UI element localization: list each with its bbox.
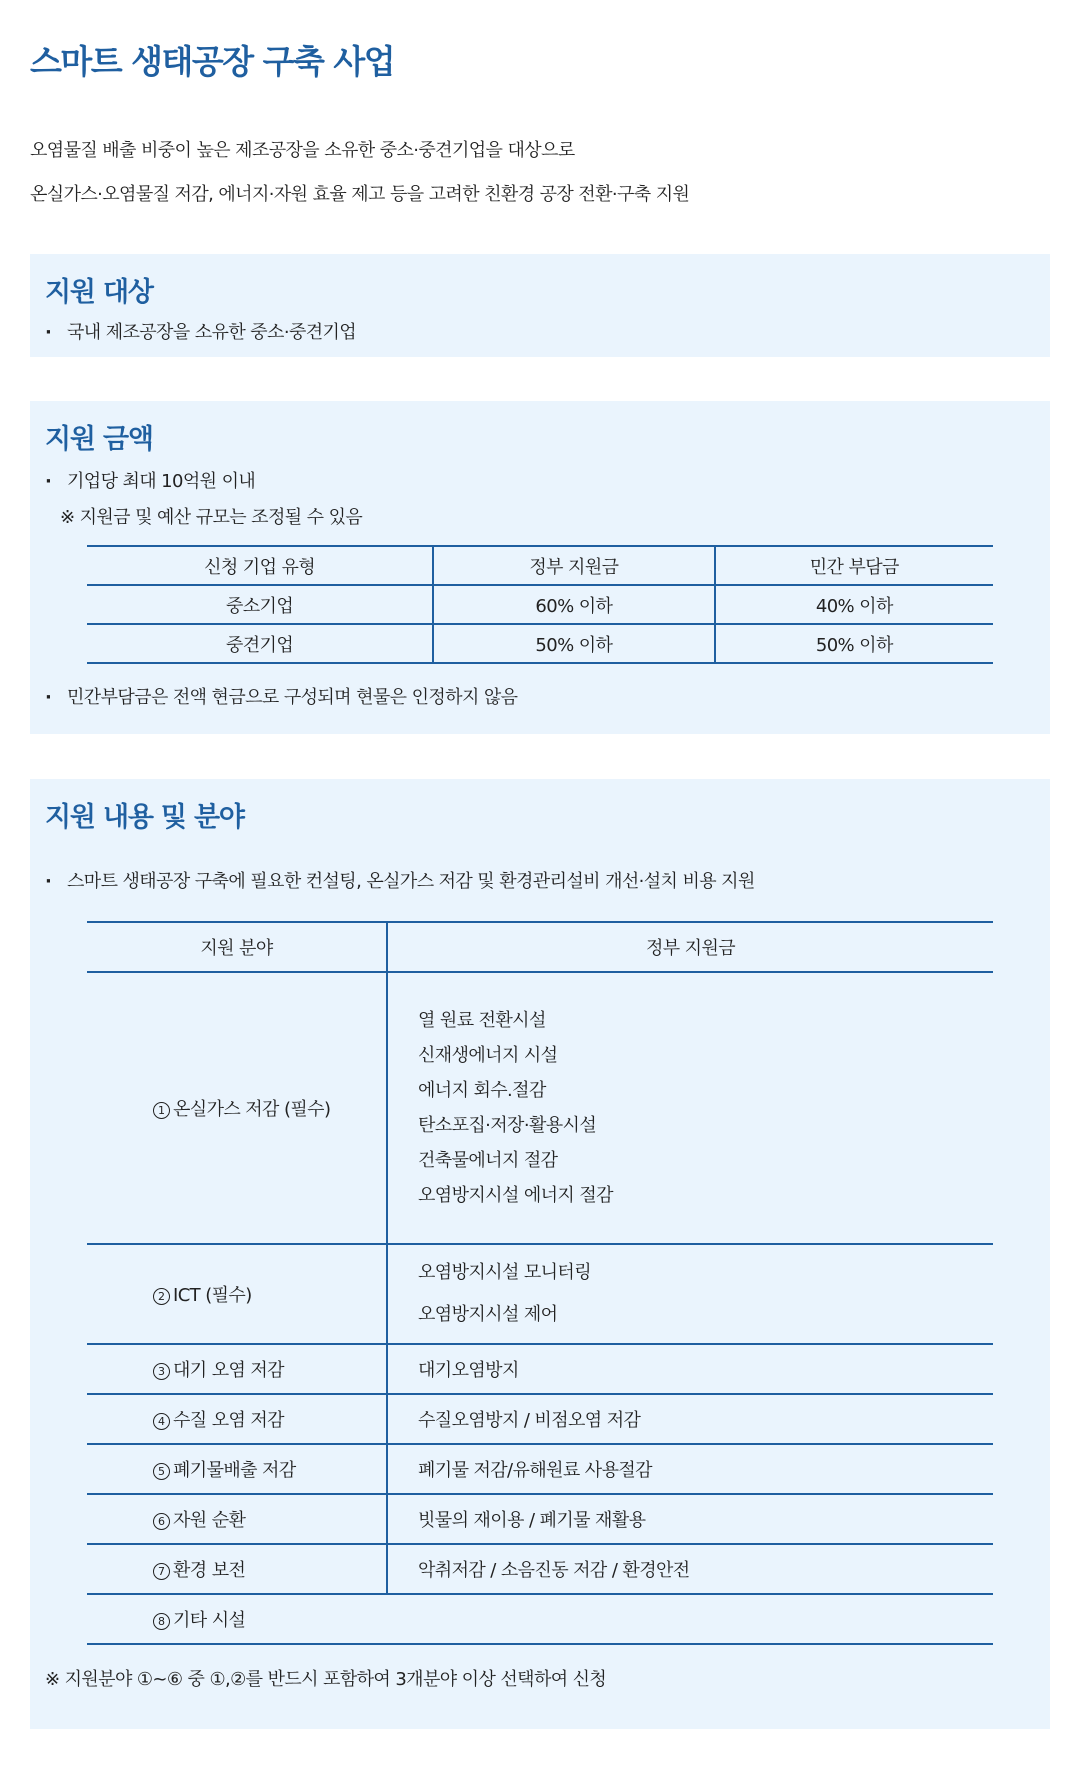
- number-badge: 7: [153, 1563, 170, 1580]
- number-badge: 2: [153, 1288, 170, 1305]
- list-item: 건축물에너지 절감: [418, 1150, 558, 1171]
- list-item: 오염방지시설 제어: [418, 1304, 558, 1325]
- list-item: 오염방지시설 에너지 절감: [418, 1185, 613, 1206]
- target-heading: 지원 대상: [45, 277, 153, 308]
- number-badge: 1: [153, 1102, 170, 1119]
- field-cell: [87, 1494, 387, 1544]
- table-header: 정부 지원금: [387, 922, 993, 972]
- content-note: ※ 지원분야 ①~⑥ 중 ①,②를 반드시 포함하여 3개분야 이상 선택하여 신청: [45, 1669, 607, 1690]
- table-row: [87, 1394, 993, 1444]
- field-cell: [87, 1594, 387, 1644]
- field-name: 기타 시설: [173, 1610, 246, 1631]
- amount-bullet: [45, 467, 255, 493]
- amount-table: [87, 545, 993, 664]
- table-row: [87, 1344, 993, 1394]
- list-item: 신재생에너지 시설: [418, 1045, 558, 1066]
- items-cell: 빗물의 재이용 / 폐기물 재활용: [387, 1494, 993, 1544]
- field-name: 폐기물배출 저감: [173, 1460, 296, 1481]
- items-cell: 악취저감 / 소음진동 저감 / 환경안전: [387, 1544, 993, 1594]
- field-cell: [87, 972, 387, 1244]
- field-name: 자원 순환: [173, 1510, 246, 1531]
- table-row: [87, 1594, 993, 1644]
- list-item: 에너지 회수.절감: [418, 1080, 546, 1101]
- number-badge: 6: [153, 1513, 170, 1530]
- field-name: 대기 오염 저감: [173, 1360, 284, 1381]
- target-bullet-text: 국내 제조공장을 소유한 중소·중견기업: [67, 322, 357, 343]
- table-cell: 50% 이하: [433, 624, 714, 663]
- list-item: 탄소포집·저장·활용시설: [418, 1115, 597, 1136]
- table-header-row: [87, 546, 993, 585]
- field-cell: [87, 1394, 387, 1444]
- table-cell: 중견기업: [87, 624, 433, 663]
- table-row: [87, 1444, 993, 1494]
- target-section: [30, 254, 1050, 357]
- table-row: [87, 972, 993, 1244]
- bullet-dot: ·: [45, 871, 52, 892]
- table-header: 지원 분야: [87, 922, 387, 972]
- items-cell: 대기오염방지: [387, 1344, 993, 1394]
- table-header: 신청 기업 유형: [87, 546, 433, 585]
- field-table: [87, 921, 993, 1645]
- amount-bullet-text: 기업당 최대 10억원 이내: [67, 471, 256, 492]
- items-cell: 수질오염방지 / 비점오염 저감: [387, 1394, 993, 1444]
- table-row: [87, 624, 993, 663]
- number-badge: 5: [153, 1463, 170, 1480]
- list-item: 오염방지시설 모니터링: [418, 1262, 592, 1283]
- table-header: 정부 지원금: [433, 546, 714, 585]
- content-heading: 지원 내용 및 분야: [45, 802, 244, 833]
- table-row: [87, 1494, 993, 1544]
- list-item: 열 원료 전환시설: [418, 1010, 546, 1031]
- number-badge: 8: [153, 1613, 170, 1630]
- intro-line-1: 오염물질 배출 비중이 높은 제조공장을 소유한 중소·중견기업을 대상으로: [30, 140, 575, 161]
- items-cell: [387, 1244, 993, 1344]
- amount-bullet-2: [45, 683, 517, 709]
- table-header: 민간 부담금: [715, 546, 993, 585]
- bullet-dot: ·: [45, 322, 52, 343]
- field-name: 수질 오염 저감: [173, 1410, 284, 1431]
- table-cell: 60% 이하: [433, 585, 714, 624]
- content-bullet-text: 스마트 생태공장 구축에 필요한 컨설팅, 온실가스 저감 및 환경관리설비 개선·설치 비용 지원: [67, 871, 755, 892]
- table-cell: 50% 이하: [815, 634, 893, 656]
- field-cell: [87, 1444, 387, 1494]
- items-cell: [387, 1594, 993, 1644]
- table-row: [87, 585, 993, 624]
- bullet-dot: ·: [45, 687, 52, 708]
- page-title: 스마트 생태공장 구축 사업: [30, 42, 395, 81]
- items-cell: 폐기물 저감/유해원료 사용절감: [387, 1444, 993, 1494]
- target-bullet: [45, 318, 356, 344]
- table-cell: 중소기업: [87, 585, 433, 624]
- bullet-dot: ·: [45, 471, 52, 492]
- amount-heading: 지원 금액: [45, 424, 153, 455]
- amount-note: ※ 지원금 및 예산 규모는 조정될 수 있음: [60, 507, 363, 528]
- field-name: 온실가스 저감 (필수): [173, 1099, 331, 1120]
- field-cell: [87, 1344, 387, 1394]
- items-cell: [387, 972, 993, 1244]
- field-name: 환경 보전: [173, 1560, 246, 1581]
- field-name: ICT (필수): [173, 1285, 252, 1306]
- table-cell: 40% 이하: [715, 585, 993, 624]
- table-header-row: [87, 922, 993, 972]
- field-cell: [87, 1544, 387, 1594]
- table-row: [87, 1244, 993, 1344]
- content-section: [30, 779, 1050, 1729]
- number-badge: 3: [153, 1363, 170, 1380]
- amount-section: [30, 401, 1050, 734]
- table-row: [87, 1544, 993, 1594]
- amount-bullet-2-text: 민간부담금은 전액 현금으로 구성되며 현물은 인정하지 않음: [67, 687, 518, 708]
- field-cell: [87, 1244, 387, 1344]
- number-badge: 4: [153, 1413, 170, 1430]
- content-bullet: [45, 867, 755, 893]
- intro-line-2: 온실가스·오염물질 저감, 에너지·자원 효율 제고 등을 고려한 친환경 공장 전환·구축 지원: [30, 184, 690, 205]
